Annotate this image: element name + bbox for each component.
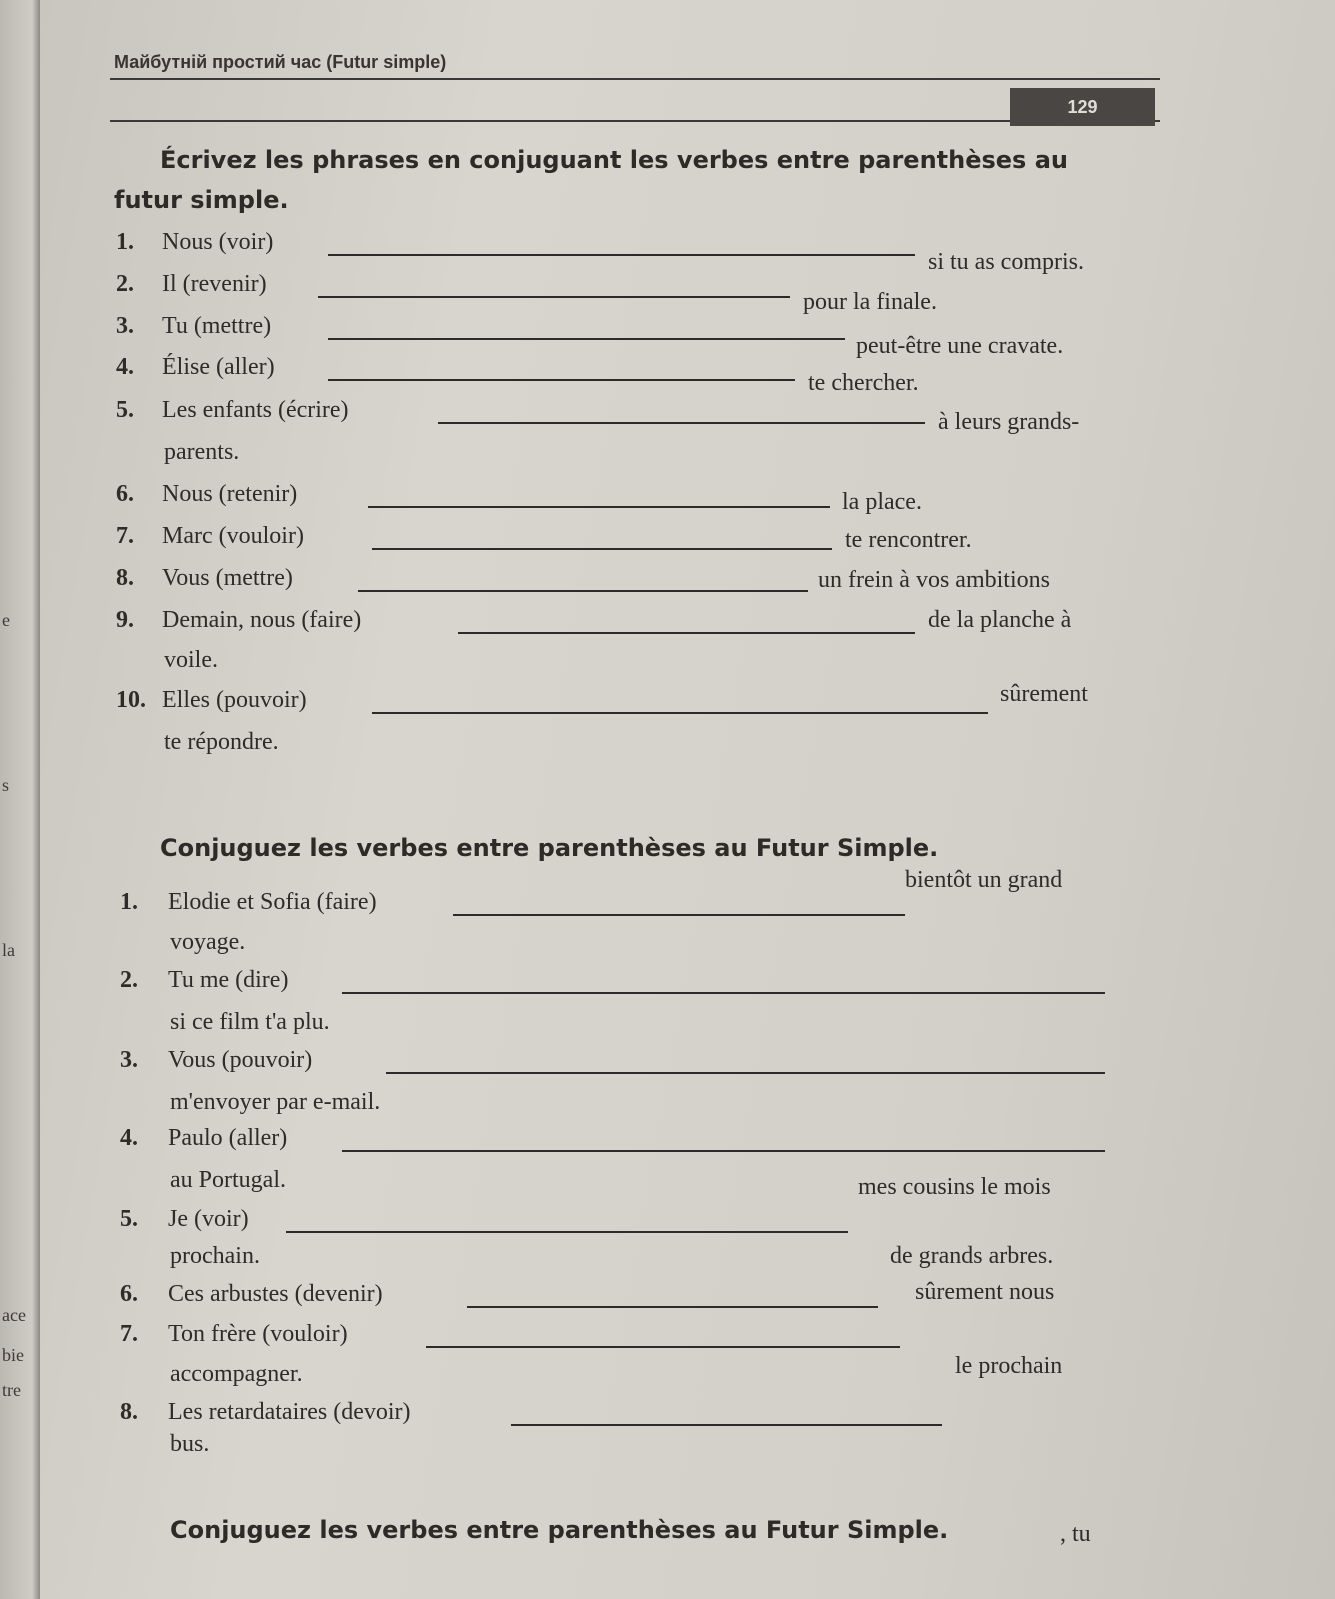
item-subject: Nous (voir) <box>162 229 274 255</box>
answer-blank[interactable] <box>342 1150 1105 1152</box>
item-wrap-line: prochain. <box>170 1243 260 1269</box>
item-number: 8. <box>116 565 134 591</box>
item-number: 5. <box>116 397 134 423</box>
item-subject: Demain, nous (faire) <box>162 607 362 633</box>
answer-blank[interactable] <box>453 914 905 916</box>
item-number: 4. <box>120 1125 138 1151</box>
item-wrap-line: parents. <box>164 439 240 465</box>
item-continuation: te rencontrer. <box>845 527 972 553</box>
page-number: 129 <box>1010 88 1155 126</box>
item-number: 6. <box>120 1281 138 1307</box>
header-rule <box>110 120 1160 122</box>
answer-blank[interactable] <box>372 548 832 550</box>
item-wrap-line: m'envoyer par e-mail. <box>170 1089 381 1115</box>
item-continuation: de grands arbres. <box>890 1243 1054 1269</box>
item-continuation: de la planche à <box>928 607 1072 633</box>
item-subject: Tu (mettre) <box>162 313 272 339</box>
margin-mark: s <box>2 775 10 795</box>
margin-mark: tre <box>2 1380 21 1400</box>
item-continuation: pour la finale. <box>803 289 937 315</box>
item-number: 2. <box>116 271 134 297</box>
answer-blank[interactable] <box>358 590 808 592</box>
item-number: 2. <box>120 967 138 993</box>
item-subject: Paulo (aller) <box>168 1125 288 1151</box>
item-subject: Il (revenir) <box>162 271 267 297</box>
item-continuation: sûrement nous <box>915 1279 1055 1305</box>
item-subject: Tu me (dire) <box>168 967 289 993</box>
exercise1-instruction: Écrivez les phrases en conjuguant les verbes entre parenthèses au futur simple. <box>114 146 1068 214</box>
facing-page-edge <box>0 0 40 1599</box>
item-number: 5. <box>120 1206 138 1232</box>
item-number: 8. <box>120 1399 138 1425</box>
item-subject: Élise (aller) <box>162 354 275 380</box>
margin-mark: la <box>2 940 15 960</box>
item-number: 3. <box>120 1047 138 1073</box>
answer-blank[interactable] <box>286 1231 848 1233</box>
item-continuation: peut-être une cravate. <box>856 333 1064 359</box>
answer-blank[interactable] <box>438 422 925 424</box>
item-wrap-line: bus. <box>170 1431 210 1457</box>
item-continuation: le prochain <box>955 1353 1063 1379</box>
answer-blank[interactable] <box>372 712 988 714</box>
item-subject: Ton frère (vouloir) <box>168 1321 348 1347</box>
item-subject: Les retardataires (devoir) <box>168 1399 411 1425</box>
item-wrap-line: au Portugal. <box>170 1167 286 1193</box>
item-continuation: mes cousins le mois <box>858 1174 1051 1200</box>
exercise3-tail: , tu <box>1060 1521 1091 1547</box>
item-subject: Je (voir) <box>168 1206 249 1232</box>
item-number: 1. <box>116 229 134 255</box>
margin-mark: ace <box>2 1305 26 1325</box>
answer-blank[interactable] <box>386 1072 1105 1074</box>
answer-blank[interactable] <box>328 254 915 256</box>
item-number: 9. <box>116 607 134 633</box>
answer-blank[interactable] <box>426 1346 900 1348</box>
item-number: 10. <box>116 687 146 713</box>
item-continuation: un frein à vos ambitions <box>818 567 1050 593</box>
answer-blank[interactable] <box>511 1424 942 1426</box>
item-number: 1. <box>120 889 138 915</box>
item-wrap-line: si ce film t'a plu. <box>170 1009 330 1035</box>
answer-blank[interactable] <box>467 1306 878 1308</box>
item-subject: Vous (mettre) <box>162 565 293 591</box>
item-subject: Elodie et Sofia (faire) <box>168 889 377 915</box>
item-continuation: si tu as compris. <box>928 249 1084 275</box>
exercise2-instruction: Conjuguez les verbes entre parenthèses au Futur Simple. <box>160 834 939 862</box>
item-continuation: la place. <box>842 489 922 515</box>
item-subject: Elles (pouvoir) <box>162 687 307 713</box>
item-continuation: sûrement <box>1000 681 1088 707</box>
answer-blank[interactable] <box>328 338 845 340</box>
answer-blank[interactable] <box>342 992 1105 994</box>
item-number: 3. <box>116 313 134 339</box>
item-subject: Les enfants (écrire) <box>162 397 349 423</box>
item-wrap-line: te répondre. <box>164 729 279 755</box>
item-wrap-line: accompagner. <box>170 1361 303 1387</box>
item-subject: Vous (pouvoir) <box>168 1047 313 1073</box>
item-wrap-line: voyage. <box>170 929 246 955</box>
item-number: 4. <box>116 354 134 380</box>
item-subject: Marc (vouloir) <box>162 523 304 549</box>
exercise3-instruction: Conjuguez les verbes entre parenthèses au Futur Simple. <box>170 1516 949 1544</box>
item-number: 6. <box>116 481 134 507</box>
item-continuation: à leurs grands- <box>938 409 1080 435</box>
margin-mark: bie <box>2 1345 24 1365</box>
item-continuation: te chercher. <box>808 370 919 396</box>
item-subject: Nous (retenir) <box>162 481 298 507</box>
header-rule <box>110 78 1160 80</box>
item-number: 7. <box>116 523 134 549</box>
answer-blank[interactable] <box>368 506 830 508</box>
item-wrap-line: voile. <box>164 647 218 673</box>
chapter-title: Майбутній простий час (Futur simple) <box>114 52 447 72</box>
item-number: 7. <box>120 1321 138 1347</box>
item-continuation: bientôt un grand <box>905 867 1063 893</box>
answer-blank[interactable] <box>328 379 795 381</box>
answer-blank[interactable] <box>458 632 915 634</box>
answer-blank[interactable] <box>318 296 790 298</box>
margin-mark: e <box>2 610 10 630</box>
item-subject: Ces arbustes (devenir) <box>168 1281 383 1307</box>
